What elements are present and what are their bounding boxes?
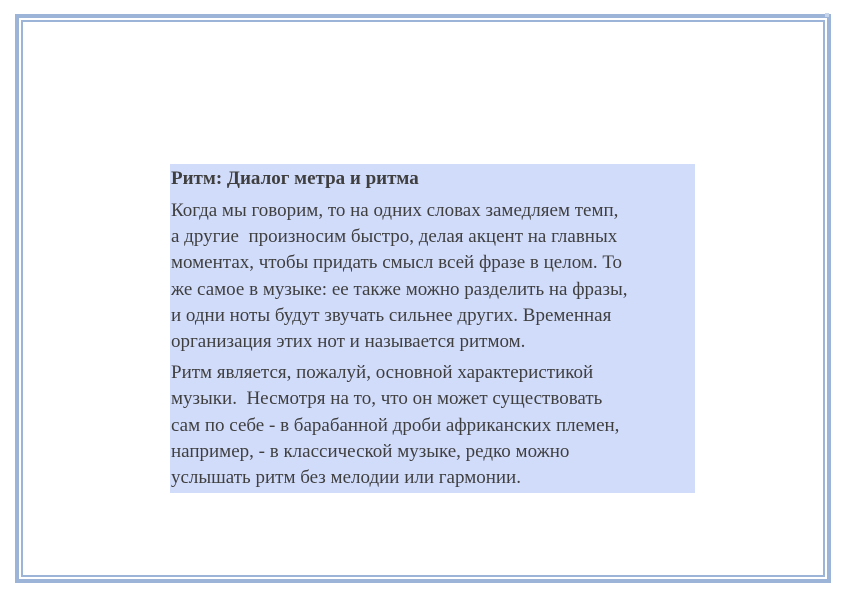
paragraph-2 <box>171 360 695 491</box>
border-corner-accent <box>825 13 829 17</box>
paragraph-line: Ритм является, пожалуй, основной характеристикой <box>171 362 594 384</box>
paragraph-line: а другие произносим быстро, делая акцент на главных <box>171 226 618 248</box>
paragraph-line: сам по себе - в барабанной дроби африканских племен, <box>171 414 620 436</box>
paragraph-line: услышать ритм без мелодии или гармонии. <box>171 467 521 489</box>
paragraph-line: и одни ноты будут звучать сильнее других. Временная <box>171 304 612 326</box>
paragraph-1 <box>171 198 695 355</box>
paragraph-line: Когда мы говорим, то на одних словах замедляем темп, <box>171 200 619 221</box>
paragraph-line: музыки. Несмотря на то, что он может существовать <box>171 388 603 410</box>
paragraph-line: организация этих нот и называется ритмом. <box>171 331 526 353</box>
paragraph-line: моментах, чтобы придать смысл всей фразе в целом. То <box>171 252 623 274</box>
highlighted-text-block <box>170 164 695 493</box>
document-title: Ритм: Диалог метра и ритма <box>171 168 419 189</box>
paragraph-line: например, - в классической музыке, редко можно <box>171 440 570 462</box>
paragraph-line: же самое в музыке: ее также можно разделить на фразы, <box>171 278 628 300</box>
